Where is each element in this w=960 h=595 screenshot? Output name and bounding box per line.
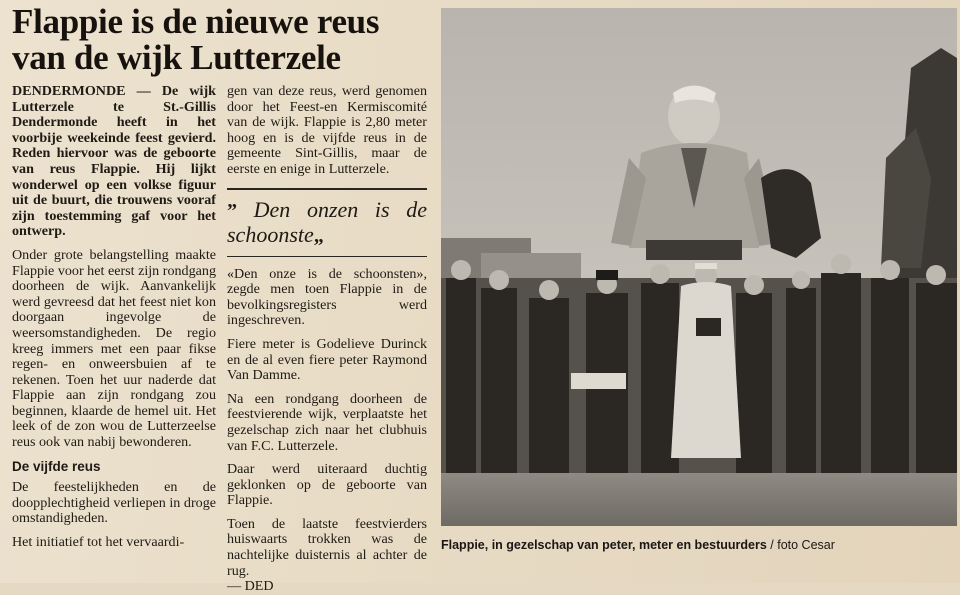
pull-quote-text: Den onzen is de schoonste: [227, 196, 428, 247]
group-photo-illustration: [441, 8, 957, 526]
paragraph: «Den onze is de schoonsten», zegde men toen Flappie in de bevolkingsregisters werd ingeschreven.: [227, 265, 427, 329]
article-column-2: [227, 84, 427, 595]
paragraph: Onder grote belangstelling maakte Flappie voor het eerst zijn rondgang doorheen de wijk. Aanvankelijk werd gevreesd dat het feest niet kon doorgaan ingevolge de weersomstandigheden. De regio kreeg immers met een paar fikse regen- en onweersbuien af te rekenen. Toen het uur naderde dat Flappie aan zijn rondgang zou beginnen, klaarde de hemel uit. Het leek of de zon wou de Lutterzeelse reus ook van nabij bewonderen.: [12, 246, 216, 451]
quote-open-mark: ”: [227, 199, 237, 222]
photo-caption: [441, 538, 957, 552]
lead-paragraph: [12, 84, 216, 240]
pull-quote: [227, 198, 427, 248]
paragraph: Na een rondgang doorheen de feestvierende wijk, verplaatste het gezelschap zich naar het clubhuis van F.C. Lutterzele.: [227, 390, 427, 454]
paragraph: Daar werd uiteraard duchtig geklonken op de geboorte van Flappie.: [227, 461, 427, 509]
divider: [227, 188, 427, 190]
caption-text: Flappie, in gezelschap van peter, meter en bestuurders: [441, 538, 767, 552]
paragraph: De feestelijkheden en de doopplechtigheid verliepen in droge omstandigheden.: [12, 479, 216, 527]
quote-close-mark: „: [313, 224, 324, 247]
dateline: DENDERMONDE —: [12, 83, 162, 99]
paragraph: Fiere meter is Godelieve Durinck en de al even fiere peter Raymond Van Damme.: [227, 335, 427, 384]
headline: Flappie is de nieuwe reus van de wijk Lutterzele: [12, 2, 380, 77]
paragraph: gen van deze reus, werd genomen door het Feest-en Kermiscomité van de wijk. Flappie is 2,80 meter hoog en is de vijfde reus in de gemeente Sint-Gillis, maar de eerste en enige in Lutterzele.: [227, 83, 427, 177]
photo-credit: / foto Cesar: [766, 538, 835, 552]
paragraph: Het initiatief tot het vervaardi-: [12, 534, 185, 551]
article-column-1: [12, 84, 216, 559]
news-photo: [441, 8, 957, 526]
byline: — DED: [227, 578, 274, 595]
subheading: De vijfde reus: [12, 458, 101, 474]
lead-text: De wijk Lutterzele te St.-Gillis Dendermonde heeft in het voorbije weekeinde feest gevierd. Reden hiervoor was de geboorte van reus Flappie. Hij lijkt wonderwel op een volkse figuur uit de buurt, die trouwens vooraf zijn toestemming gaf voor het ontwerp.: [12, 83, 216, 240]
paragraph: Toen de laatste feestvierders huiswaarts trokken was de nachtelijke duisternis al achter de rug.: [227, 515, 427, 579]
divider: [227, 256, 427, 257]
